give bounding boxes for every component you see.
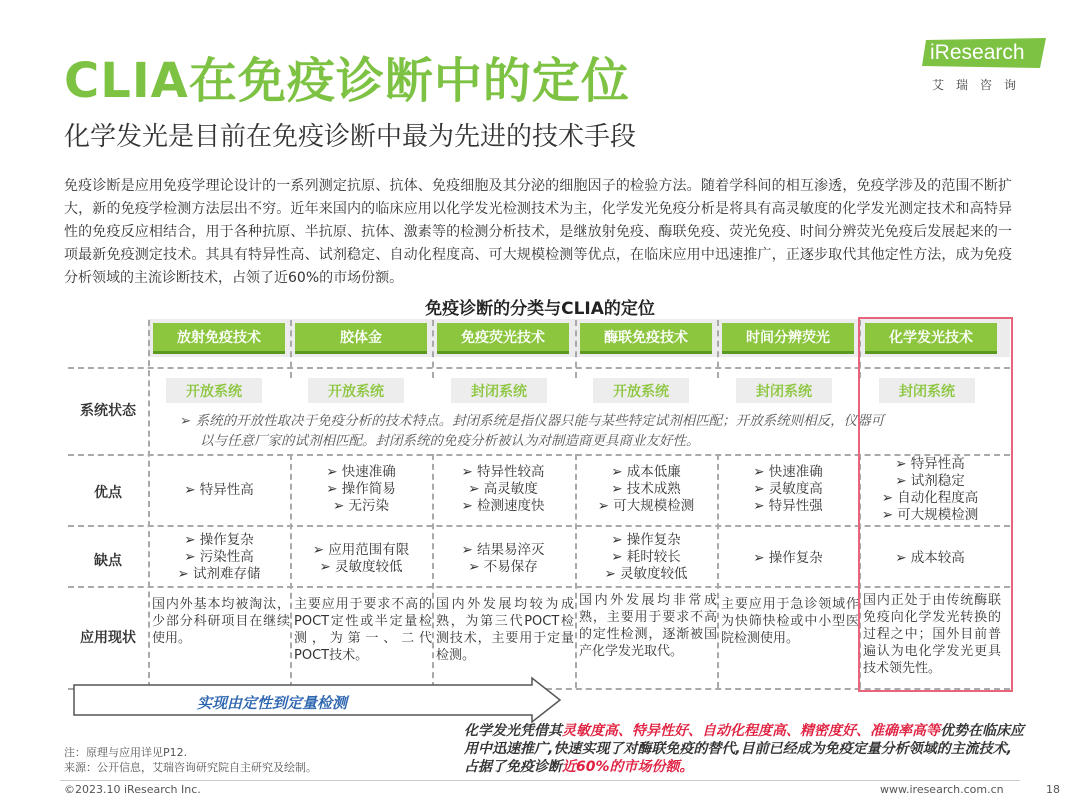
list-item: ➢ 特异性较高 xyxy=(461,464,545,480)
list-item: ➢ 快速准确 xyxy=(326,464,396,480)
list-item: ➢ 无污染 xyxy=(332,498,390,514)
system-status-badge: 封闭系统 xyxy=(736,378,832,403)
conclusion-text xyxy=(464,722,1024,776)
system-status-badge: 开放系统 xyxy=(308,378,404,403)
row-label-disadvantages: 缺点 xyxy=(94,553,122,569)
list-item: ➢ 可大规模检测 xyxy=(597,498,695,514)
list-item: ➢ 操作复杂 xyxy=(611,532,681,548)
page-subtitle: 化学发光是目前在免疫诊断中最为先进的技术手段 xyxy=(64,122,637,152)
list-item: ➢ 应用范围有限 xyxy=(312,542,410,558)
system-status-badge: 开放系统 xyxy=(166,378,262,403)
column-divider xyxy=(717,320,719,378)
category-header: 化学发光技术 xyxy=(865,323,997,354)
list-item: ➢ 操作复杂 xyxy=(753,550,823,566)
list-item: ➢ 试剂稳定 xyxy=(895,473,965,489)
disadvantages-cell xyxy=(575,532,717,583)
conclusion-part: 化学发光凭借其 xyxy=(464,723,562,739)
list-item: ➢ 特异性高 xyxy=(184,482,254,498)
intro-paragraph: 免疫诊断是应用免疫学理论设计的一系列测定抗原、抗体、免疫细胞及其分泌的细胞因子的检验方法。随着学科间的相互渗透，免疫学涉及的范围不断扩大，新的免疫学检测方法层出不穷。近年来国内的临床应用以化学发光检测技术为主，化学发光免疫分析是将具有高灵敏度的化学发光测定技术和高特异性的免疫反应相结合，用于各种抗原、半抗原、抗体、激素等的检测分析技术，是继放射免疫、酶联免疫、荧光免疫、时间分辨荧光免疫后发展起来的一项最新免疫测定技术。其具有特异性高、试剂稳定、自动化程度高、可大规模检测等优点，在临床应用中迅速推广，正逐步取代其他定性方法，成为免疫分析领域的主流诊断技术，占领了近60%的市场份额。 xyxy=(64,178,1012,286)
list-item: ➢ 自动化程度高 xyxy=(881,490,979,506)
row-label-advantages: 优点 xyxy=(94,485,122,501)
list-item: ➢ 污染性高 xyxy=(184,549,254,565)
list-item: ➢ 结果易淬灭 xyxy=(461,542,545,558)
arrow-label: 实现由定性到定量检测 xyxy=(196,694,347,712)
footnote xyxy=(64,745,317,775)
list-item: ➢ 成本低廉 xyxy=(611,464,681,480)
list-item: ➢ 技术成熟 xyxy=(611,481,681,497)
iresearch-logo xyxy=(922,38,1050,94)
disadvantages-cell xyxy=(432,542,574,576)
list-item: ➢ 特异性高 xyxy=(895,456,965,472)
column-divider xyxy=(290,320,292,378)
status-cell: 国内正处于由传统酶联免疫向化学发光转换的过程之中；国外目前普遍认为电化学发光更具技术领先性。 xyxy=(863,593,1001,676)
disadvantages-cell xyxy=(148,532,290,583)
advantages-cell xyxy=(717,464,859,515)
column-divider xyxy=(148,320,150,688)
copyright: ©2023.10 iResearch Inc. xyxy=(64,783,201,796)
list-item: ➢ 不易保存 xyxy=(468,559,538,575)
category-header: 放射免疫技术 xyxy=(153,323,285,354)
list-item: ➢ 成本较高 xyxy=(895,550,965,566)
status-cell: 主要应用于急诊领域作为快筛快检或中小型医院检测使用。 xyxy=(721,597,859,646)
website-link[interactable]: www.iresearch.com.cn xyxy=(880,783,1004,796)
advantages-cell xyxy=(575,464,717,515)
list-item: ➢ 检测速度快 xyxy=(461,498,545,514)
advantages-cell xyxy=(432,464,574,515)
status-cell: 国内外发展均非常成熟，主要用于要求不高的定性检测，逐渐被国产化学发光取代。 xyxy=(579,593,717,659)
page-number: 18 xyxy=(1046,783,1060,796)
footnote-note: 注：原理与应用详见P12. xyxy=(64,746,188,759)
advantages-cell xyxy=(290,464,432,515)
list-item: ➢ 操作复杂 xyxy=(184,532,254,548)
row-label-system: 系统状态 xyxy=(80,403,136,419)
footnote-source: 来源：公开信息，艾瑞咨询研究院自主研究及绘制。 xyxy=(64,761,317,774)
advantages-cell xyxy=(148,482,290,499)
list-item: ➢ 灵敏度较低 xyxy=(319,559,403,575)
logo-chinese-text: 艾瑞咨询 xyxy=(932,78,1029,92)
column-divider xyxy=(432,320,434,378)
status-cell: 国内外基本均被淘汰，少部分科研项目在继续使用。 xyxy=(152,597,290,646)
list-item: ➢ 特异性强 xyxy=(753,498,823,514)
status-cell: 国内外发展均较为成熟，为第三代POCT检测技术，主要用于定量检测。 xyxy=(436,597,574,663)
status-cell: 主要应用于要求不高的POCT定性或半定量检测，为第一、二代POCT技术。 xyxy=(294,597,432,663)
category-header: 胶体金 xyxy=(295,323,427,354)
list-item: ➢ 操作简易 xyxy=(326,481,396,497)
conclusion-highlight: 近60%的市场份额。 xyxy=(562,759,694,775)
table-title: 免疫诊断的分类与CLIA的定位 xyxy=(425,299,655,319)
category-header: 免疫荧光技术 xyxy=(437,323,569,354)
logo-text: iResearch xyxy=(930,41,1025,64)
system-status-badge: 封闭系统 xyxy=(879,378,975,403)
list-item: ➢ 灵敏度高 xyxy=(753,481,823,497)
row-label-status: 应用现状 xyxy=(80,630,136,646)
category-header: 酶联免疫技术 xyxy=(580,323,712,354)
list-item: ➢ 灵敏度较低 xyxy=(604,566,688,582)
conclusion-part: 优势在临床应用中迅速推广,快速实现了对酶联免疫的替代,目前已经成为免疫定量分析领域的主流技术,占据了免疫诊断 xyxy=(464,723,1024,775)
list-item: ➢ 快速准确 xyxy=(753,464,823,480)
list-item: ➢ 试剂难存储 xyxy=(177,566,261,582)
column-divider xyxy=(575,320,577,378)
disadvantages-cell xyxy=(717,550,859,567)
disadvantages-cell xyxy=(290,542,432,576)
category-header: 时间分辨荧光 xyxy=(722,323,854,354)
system-status-badge: 封闭系统 xyxy=(451,378,547,403)
page-title: CLIA在免疫诊断中的定位 xyxy=(64,53,630,109)
system-status-badge: 开放系统 xyxy=(593,378,689,403)
system-note-line: 以与任意厂家的试剂相匹配。封闭系统的免疫分析被认为对制造商更具商业友好性。 xyxy=(200,433,700,449)
list-item: ➢ 高灵敏度 xyxy=(468,481,538,497)
conclusion-highlight: 灵敏度高、特异性好、自动化程度高、精密度好、准确率高等 xyxy=(562,723,940,739)
list-item: ➢ 可大规模检测 xyxy=(881,507,979,523)
list-item: ➢ 耗时较长 xyxy=(611,549,681,565)
footer-divider xyxy=(60,780,1020,781)
system-note-line: ➢ 系统的开放性取决于免疫分析的技术特点。封闭系统是指仪器只能与某些特定试剂相匹配；开放系统则相反，仪器可 xyxy=(180,413,885,429)
clia-highlight-box xyxy=(858,317,1013,692)
